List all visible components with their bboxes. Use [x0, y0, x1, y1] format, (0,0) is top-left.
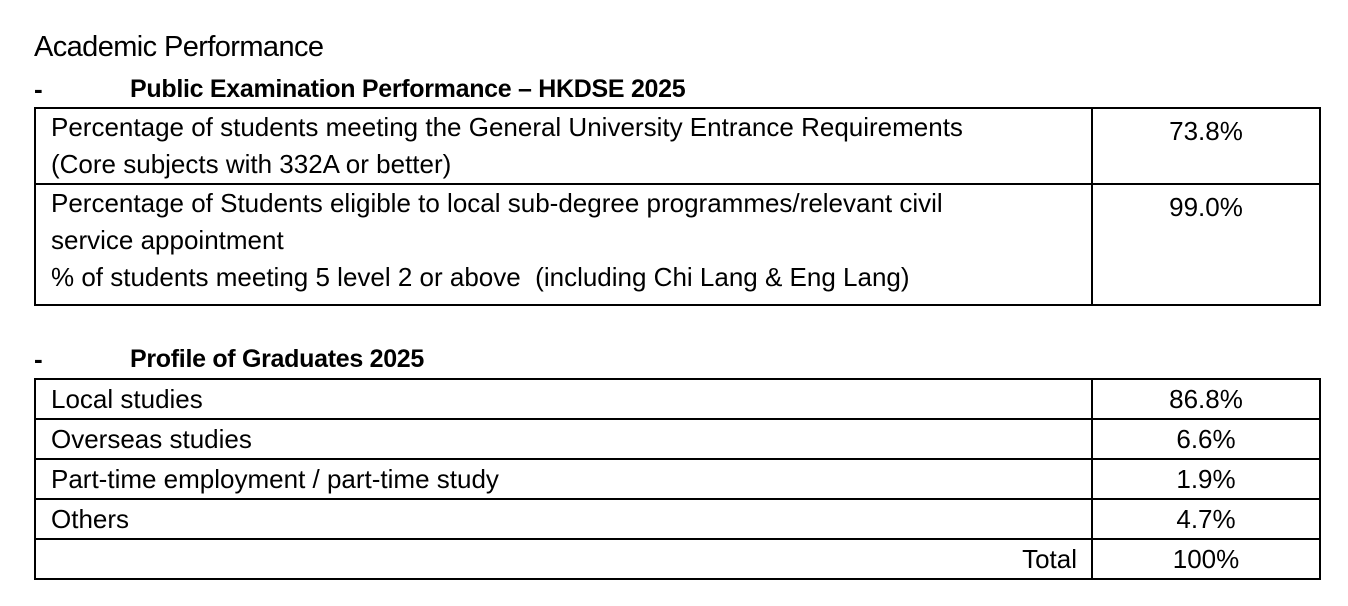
graduates-profile-table [34, 378, 1321, 580]
page-title: Academic Performance [34, 31, 324, 63]
destination-label: Overseas studies [35, 419, 1092, 459]
graduates-section-heading [34, 344, 934, 374]
table-row [35, 379, 1320, 419]
table-row [35, 419, 1320, 459]
description-line: Percentage of Students eligible to local sub-degree programmes/relevant civil [51, 188, 943, 218]
metric-description [35, 108, 1092, 184]
total-row [35, 539, 1320, 579]
description-line: % of students meeting 5 level 2 or above (including Chi Lang & Eng Lang) [51, 262, 910, 292]
destination-value: 4.7% [1092, 499, 1320, 539]
destination-label: Local studies [35, 379, 1092, 419]
metric-value: 73.8% [1092, 108, 1320, 184]
bullet-dash: - [34, 344, 43, 374]
destination-value: 1.9% [1092, 459, 1320, 499]
graduates-section-title: Profile of Graduates 2025 [130, 345, 425, 373]
bullet-dash: - [34, 74, 43, 104]
total-value: 100% [1092, 539, 1320, 579]
metric-value: 99.0% [1092, 184, 1320, 305]
destination-value: 6.6% [1092, 419, 1320, 459]
table-row [35, 184, 1320, 305]
destination-value: 86.8% [1092, 379, 1320, 419]
total-label: Total [35, 539, 1092, 579]
description-line: Percentage of students meeting the General University Entrance Requirements [51, 112, 963, 142]
table-row [35, 108, 1320, 184]
table-row [35, 499, 1320, 539]
exam-section-title: Public Examination Performance – HKDSE 2025 [130, 75, 686, 103]
destination-label: Others [35, 499, 1092, 539]
metric-description [35, 184, 1092, 305]
exam-section-heading [34, 74, 934, 104]
table-row [35, 459, 1320, 499]
exam-performance-table [34, 107, 1321, 306]
description-line: (Core subjects with 332A or better) [51, 149, 452, 179]
description-line: service appointment [51, 225, 284, 255]
destination-label: Part-time employment / part-time study [35, 459, 1092, 499]
